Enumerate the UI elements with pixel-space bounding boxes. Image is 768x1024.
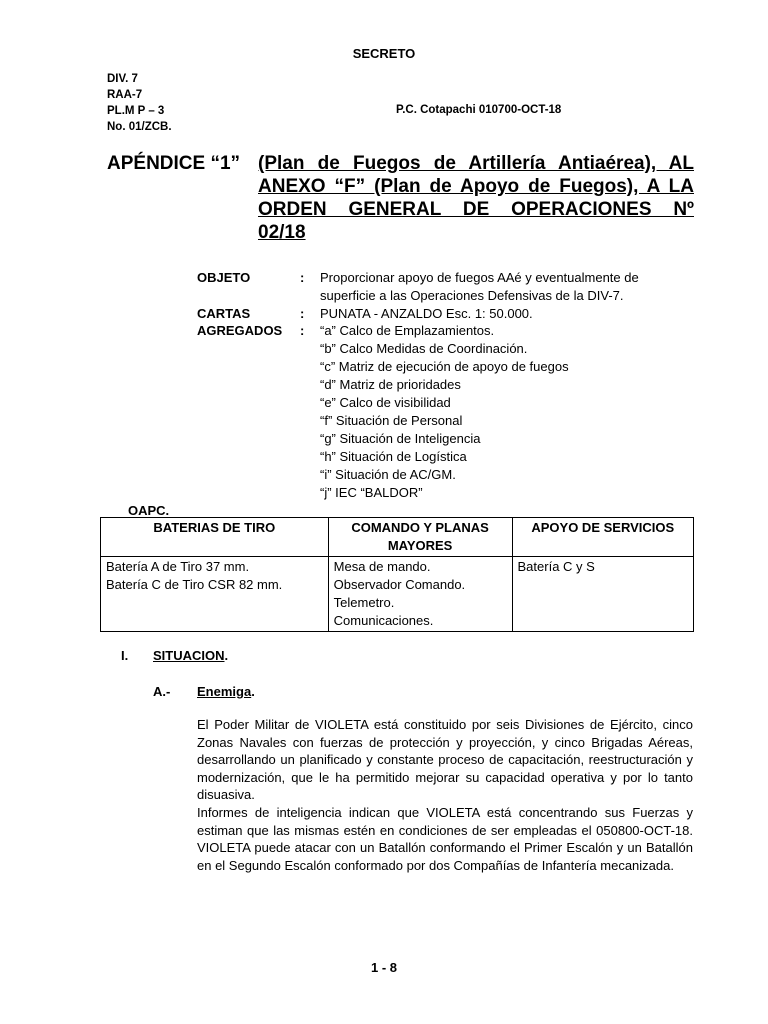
table-row (101, 557, 694, 632)
cell-line: Mesa de mando. (333, 559, 431, 574)
table-cell-apoyo (512, 557, 693, 632)
header-line-unit: RAA-7 (107, 89, 143, 101)
cell-line: Batería C y S (517, 559, 595, 574)
section-title-suffix: . (224, 648, 229, 663)
page-number: 1 - 8 (370, 960, 397, 975)
agregado-item: “f” Situación de Personal (320, 413, 463, 428)
agregados-colon: : (300, 323, 305, 338)
header-line-division: DIV. 7 (107, 73, 138, 85)
agregado-item: “a” Calco de Emplazamientos. (320, 323, 495, 338)
paragraph: Informes de inteligencia indican que VIOLETA está concentrando sus Fuerzas y estiman que las mismas estén en condiciones de ser empleadas el 050800-OCT-18. VIOLETA puede atacar con un Batallón conformando el Primer Escalón y un Batallón en el Segundo Escalón conformado por dos Compañías de Infantería mecanizada. (197, 804, 693, 873)
subsection-number: A.- (153, 684, 171, 699)
header-line-number: No. 01/ZCB. (107, 121, 172, 133)
agregado-item: “b” Calco Medidas de Coordinación. (320, 341, 528, 356)
cartas-colon: : (300, 306, 305, 321)
agregado-item: “i” Situación de AC/GM. (320, 467, 456, 482)
table-header-baterias: BATERIAS DE TIRO (101, 518, 329, 557)
section-number: I. (121, 648, 129, 663)
header-place-date: P.C. Cotapachi 010700-OCT-18 (396, 104, 562, 116)
paragraph: El Poder Militar de VIOLETA está constituido por seis Divisiones de Ejército, cinco Zonas Navales con fuerzas de protección y proyección, y cinco Brigadas Aéreas, desarrollando un planificado y constante proceso de capacitación, reestructuración y modernización, que le ha permitido mejorar su capacidad operativa y por lo tanto disuasiva. (197, 717, 693, 803)
appendix-title-line-1: (Plan de Fuegos de Artillería Antiaérea), AL (258, 153, 694, 174)
table-cell-comando (328, 557, 512, 632)
cell-line: Comunicaciones. (333, 613, 434, 628)
oapc-table (100, 517, 694, 632)
agregado-item: “d” Matriz de prioridades (320, 377, 461, 392)
subsection-heading (197, 684, 255, 699)
table-header-comando: COMANDO Y PLANAS MAYORES (328, 518, 512, 557)
oapc-label: OAPC. (128, 503, 170, 518)
cartas-value: PUNATA - ANZALDO Esc. 1: 50.000. (320, 306, 533, 321)
subsection-title-suffix: . (251, 684, 255, 699)
agregado-item: “g” Situación de Inteligencia (320, 431, 481, 446)
body-text (197, 716, 693, 874)
appendix-title-line-3: ORDEN GENERAL DE OPERACIONES Nº (258, 199, 694, 220)
header-line-plan: PL.M P – 3 (107, 105, 165, 117)
subsection-title: Enemiga (197, 684, 252, 699)
table-cell-baterias (101, 557, 329, 632)
table-header-row (101, 518, 694, 557)
objeto-label: OBJETO (197, 270, 251, 285)
agregado-item: “j” IEC “BALDOR” (320, 485, 423, 500)
appendix-title-line-4: 02/18 (258, 222, 306, 243)
cartas-label: CARTAS (197, 306, 251, 321)
objeto-line-2: superficie a las Operaciones Defensivas de la DIV-7. (320, 288, 624, 303)
table-header-apoyo: APOYO DE SERVICIOS (512, 518, 693, 557)
classification-heading: SECRETO (352, 46, 416, 61)
agregado-item: “c” Matriz de ejecución de apoyo de fuegos (320, 359, 569, 374)
cell-line: Observador Comando. (333, 577, 466, 592)
cell-line: Telemetro. (333, 595, 395, 610)
cell-line: Batería A de Tiro 37 mm. (106, 559, 250, 574)
objeto-colon: : (300, 270, 305, 285)
agregado-item: “h” Situación de Logística (320, 449, 467, 464)
cell-line: Batería C de Tiro CSR 82 mm. (106, 577, 283, 592)
agregado-item: “e” Calco de visibilidad (320, 395, 451, 410)
agregados-label: AGREGADOS (197, 323, 283, 338)
section-heading (153, 648, 228, 663)
appendix-label: APÉNDICE “1” (107, 153, 241, 174)
appendix-title-line-2: ANEXO “F” (Plan de Apoyo de Fuegos), A LA (258, 176, 694, 197)
section-title: SITUACION (153, 648, 225, 663)
objeto-line-1: Proporcionar apoyo de fuegos AAé y eventualmente de (320, 270, 639, 285)
